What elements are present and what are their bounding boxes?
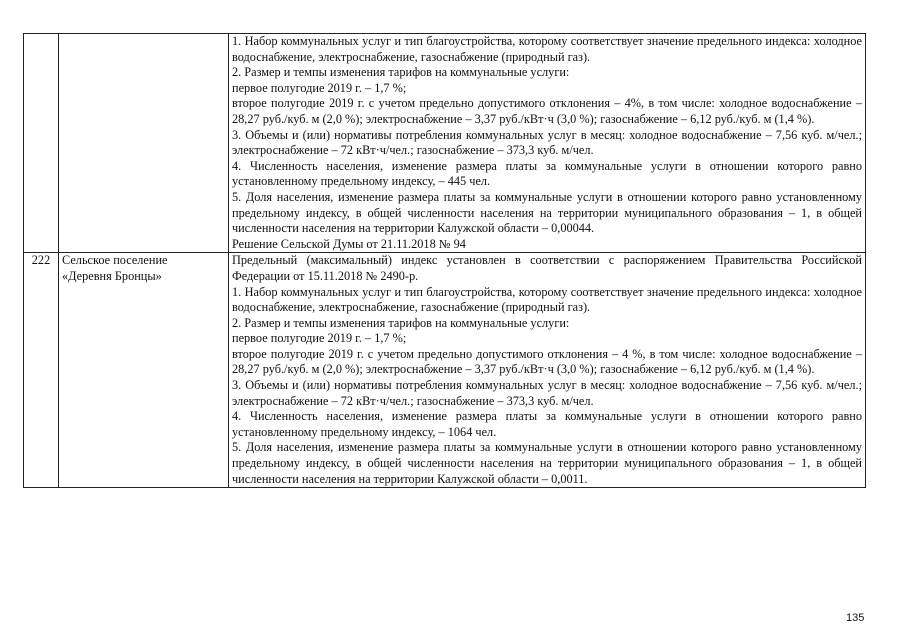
row-number-cell: 222: [24, 253, 59, 488]
description-paragraph: 3. Объемы и (или) нормативы потребления коммунальных услуг в месяц: холодное водоснабжение – 7,56 куб. м/чел.; электроснабжение – 72 кВт·ч/чел.; газоснабжение – 373,3 куб. м/чел.: [232, 378, 862, 408]
description-paragraph: 4. Численность населения, изменение размера платы за коммунальные услуги в отношении которого равно установленному предельному индексу, – 1064 чел.: [232, 409, 862, 439]
index-description-cell: [229, 253, 866, 488]
description-paragraph: первое полугодие 2019 г. – 1,7 %;: [232, 331, 407, 346]
document-table: [23, 33, 866, 488]
description-paragraph: 4. Численность населения, изменение размера платы за коммунальные услуги в отношении которого равно установленному предельному индексу, – 445 чел.: [232, 158, 862, 189]
description-paragraph: первое полугодие 2019 г. – 1,7 %;: [232, 80, 407, 95]
page-number: 135: [846, 612, 865, 624]
description-paragraph: 5. Доля населения, изменение размера платы за коммунальные услуги в отношении которого равно установленному предельному индексу, в общей численности населения на территории муниципального образования – 1, в общей численности населения на территории Калужской области – 0,00044.: [232, 189, 862, 236]
description-paragraph: второе полугодие 2019 г. с учетом предельно допустимого отклонения – 4 %, в том числе: холодное водоснабжение – 28,27 руб./куб. м (2,0 %); электроснабжение – 3,37 руб./кВт·ч (3,0 %); газоснабжение – 6,12 руб./куб. м (1,4 %).: [232, 346, 862, 377]
description-paragraph: 3. Объемы и (или) нормативы потребления коммунальных услуг в месяц: холодное водоснабжение – 7,56 куб. м/чел.; электроснабжение – 72 кВт·ч/чел.; газоснабжение – 373,3 куб. м/чел.: [232, 127, 862, 158]
description-paragraph: второе полугодие 2019 г. с учетом предельно допустимого отклонения – 4%, в том числе: холодное водоснабжение – 28,27 руб./куб. м (2,0 %); электроснабжение – 3,37 руб./кВт·ч (3,0 %); газоснабжение – 6,12 руб./куб. м (1,4 %).: [232, 96, 862, 126]
index-description-cell: [229, 34, 866, 253]
description-paragraph: 5. Доля населения, изменение размера платы за коммунальные услуги в отношении которого равно установленному предельному индексу, в общей численности населения на территории муниципального образования – 1, в общей численности населения на территории Калужской области – 0,0011.: [232, 440, 862, 486]
settlement-name-cell: [59, 253, 229, 488]
table-body: [24, 34, 866, 488]
description-paragraph: Решение Сельской Думы от 21.11.2018 № 94: [232, 236, 466, 251]
description-paragraph: Предельный (максимальный) индекс установлен в соответствии с распоряжением Правительства Российской Федерации от 15.11.2018 № 2490-р.: [232, 253, 862, 283]
description-paragraph: 1. Набор коммунальных услуг и тип благоустройства, которому соответствует значение предельного индекса: холодное водоснабжение, электроснабжение, газоснабжение (природный газ).: [232, 284, 862, 315]
settlement-name-line: Сельское поселение: [62, 253, 168, 268]
settlement-name-cell: [59, 34, 229, 253]
table-row: [24, 253, 866, 488]
description-paragraph: 2. Размер и темпы изменения тарифов на коммунальные услуги:: [232, 65, 570, 80]
description-paragraph: 2. Размер и темпы изменения тарифов на коммунальные услуги:: [232, 315, 570, 330]
settlement-name-line: «Деревня Бронцы»: [62, 268, 162, 283]
table-row: [24, 34, 866, 253]
description-paragraph: 1. Набор коммунальных услуг и тип благоустройства, которому соответствует значение предельного индекса: холодное водоснабжение, электроснабжение, газоснабжение (природный газ).: [232, 34, 862, 64]
row-number-cell: [24, 34, 59, 253]
